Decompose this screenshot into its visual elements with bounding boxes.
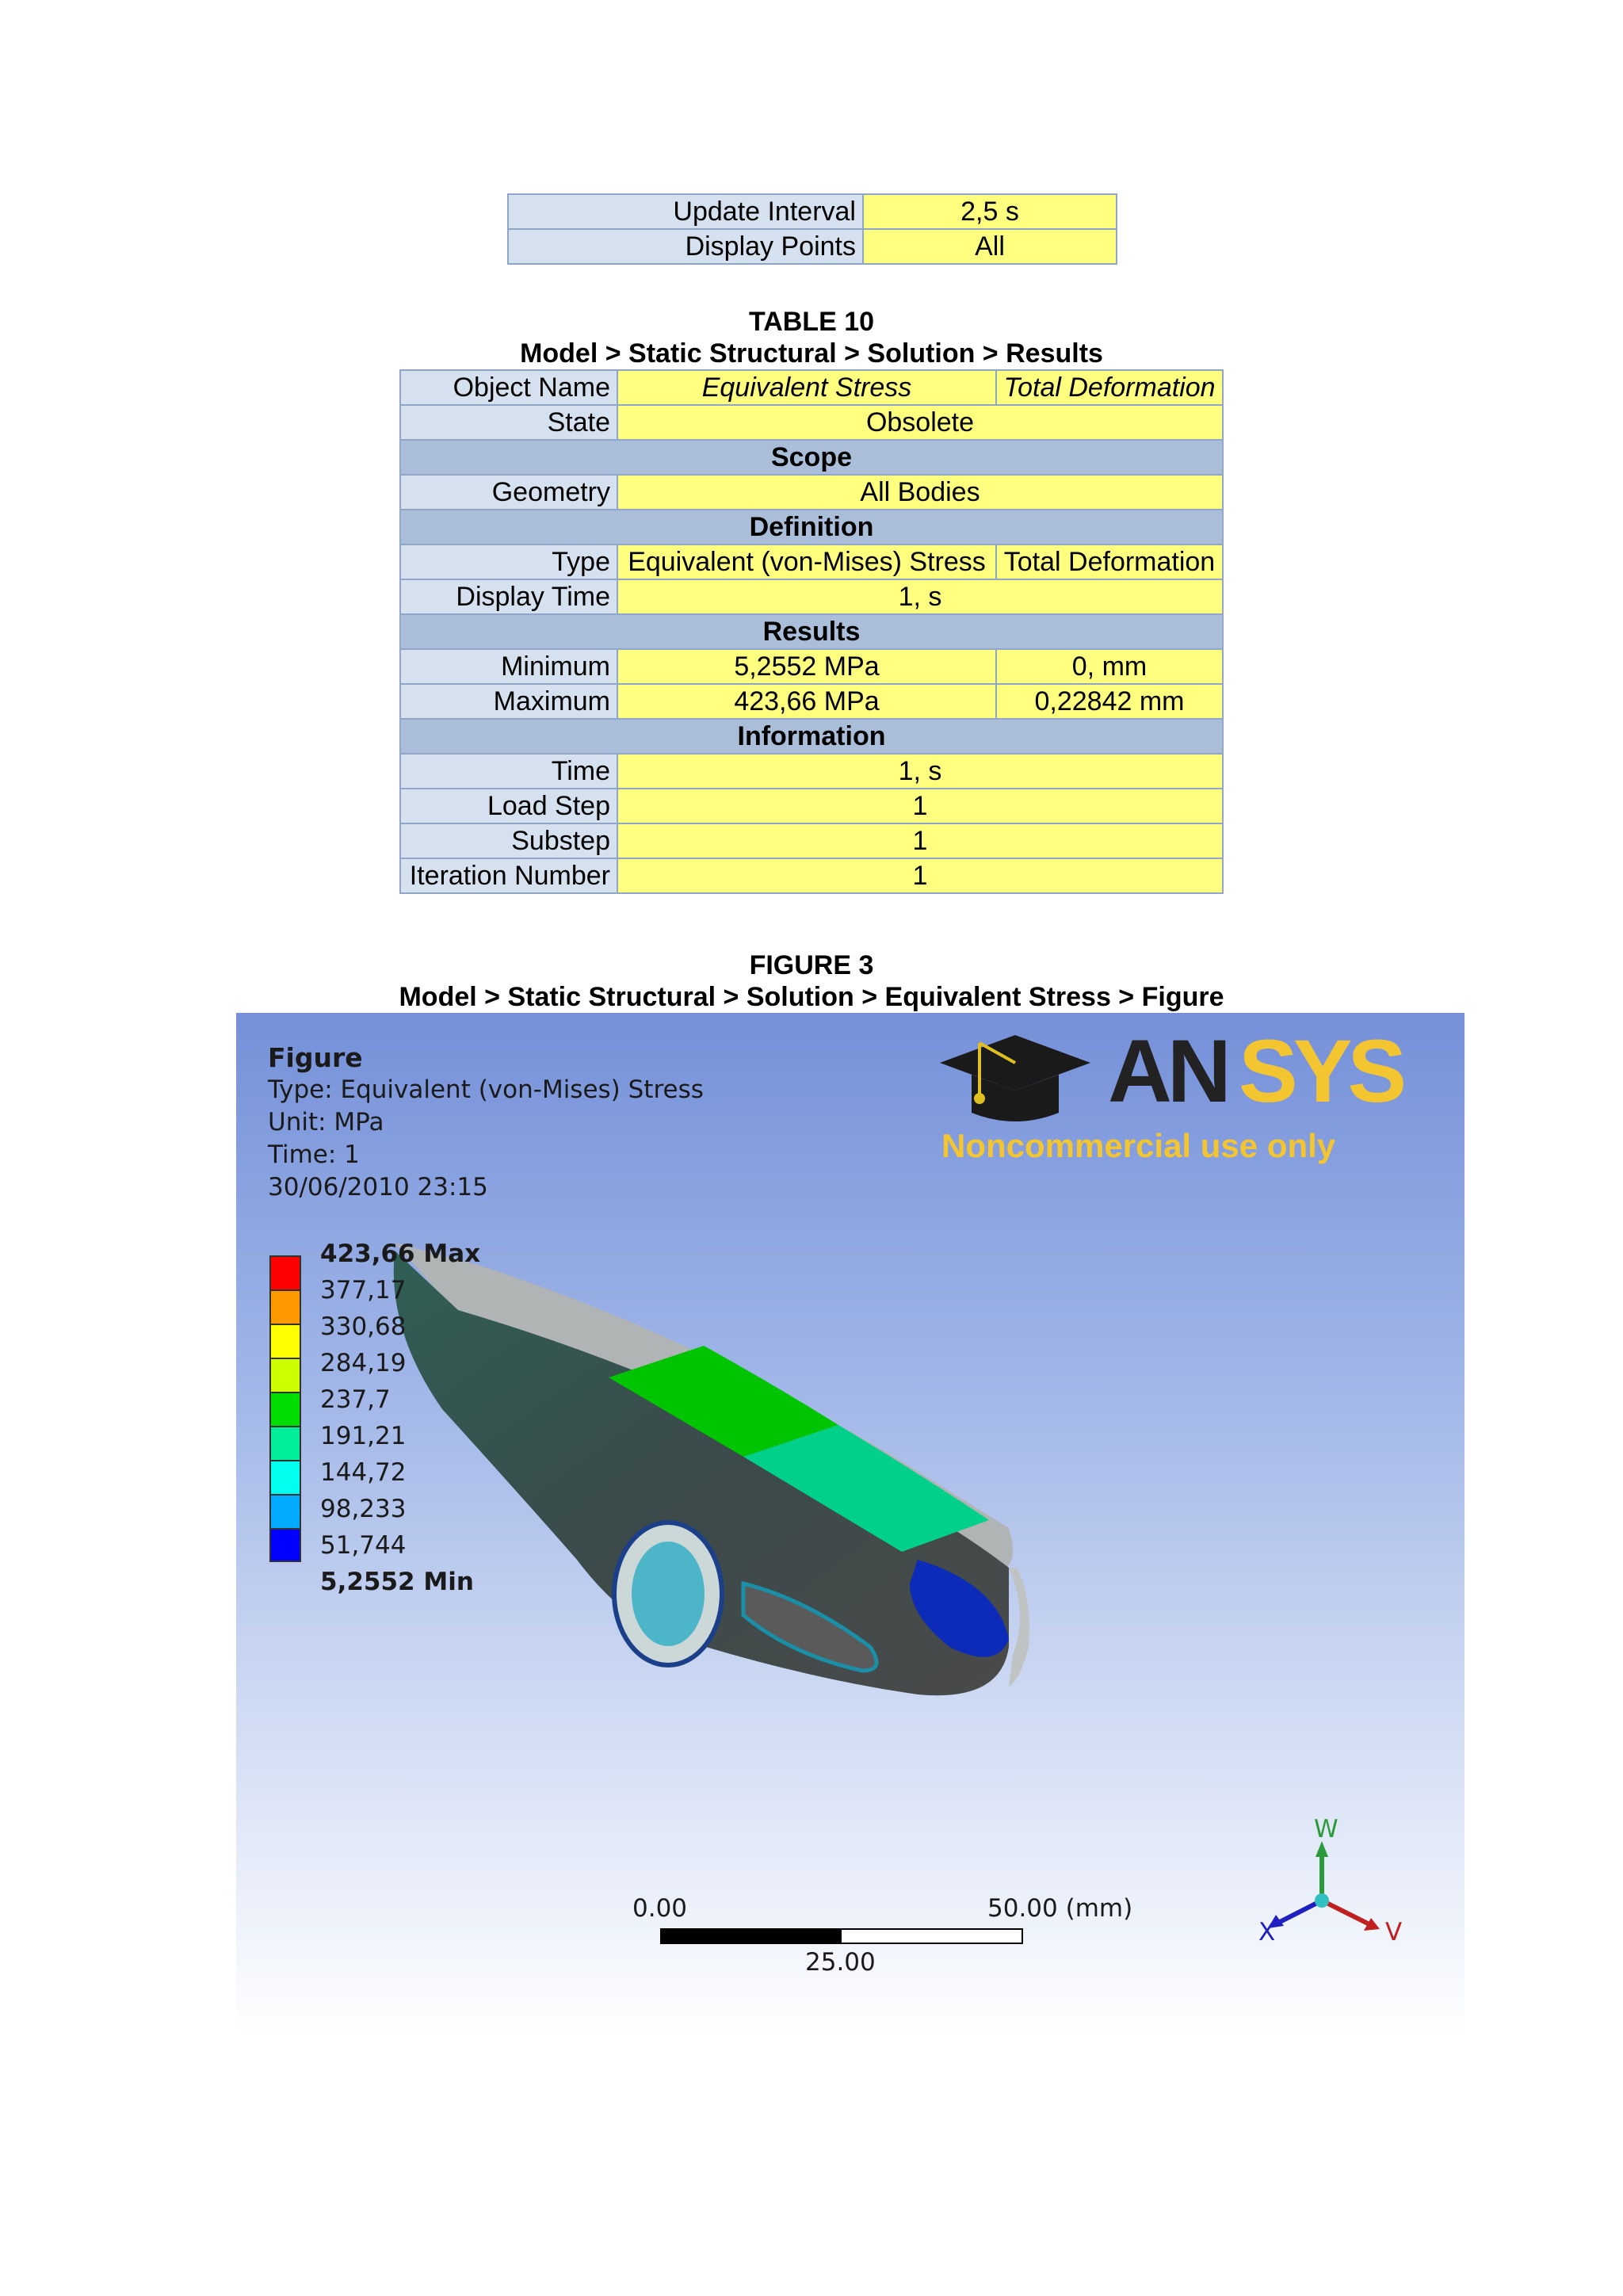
type-col1: Equivalent (von-Mises) Stress	[617, 544, 996, 579]
legend-swatch	[269, 1358, 301, 1392]
ansys-logo-sys: SYS	[1239, 1022, 1403, 1121]
legend-label: 51,744	[320, 1531, 407, 1560]
scale-bar-fill	[662, 1930, 842, 1943]
object-name-col1: Equivalent Stress	[617, 370, 996, 405]
results-table	[399, 369, 1224, 894]
legend-label: 423,66 Max	[320, 1240, 481, 1268]
maximum-label: Maximum	[400, 684, 617, 719]
legend-swatch	[269, 1494, 301, 1528]
stress-legend	[269, 1255, 301, 1562]
display-time-value: 1, s	[617, 579, 1223, 614]
legend-swatch	[269, 1289, 301, 1324]
scale-right-label: 50.00 (mm)	[987, 1894, 1133, 1923]
geometry-label: Geometry	[400, 475, 617, 510]
state-value: Obsolete	[617, 405, 1223, 440]
table10-title: TABLE 10	[748, 307, 875, 337]
substep-value: 1	[617, 823, 1223, 858]
object-name-label: Object Name	[400, 370, 617, 405]
substep-label: Substep	[400, 823, 617, 858]
legend-label: 237,7	[320, 1385, 391, 1414]
legend-label: 284,19	[320, 1349, 407, 1377]
legend-swatch	[269, 1324, 301, 1358]
update-interval-label: Update Interval	[508, 194, 863, 229]
ansys-logo-an: AN	[1108, 1022, 1227, 1121]
triad-x-label: X	[1258, 1918, 1276, 1946]
legend-label: 98,233	[320, 1495, 407, 1523]
load-step-value: 1	[617, 789, 1223, 823]
figure-date: 30/06/2010 23:15	[268, 1173, 488, 1201]
legend-label: 144,72	[320, 1458, 407, 1487]
legend-label: 330,68	[320, 1312, 407, 1341]
maximum-col2: 0,22842 mm	[996, 684, 1223, 719]
legend-swatch	[269, 1426, 301, 1460]
time-label: Time	[400, 754, 617, 789]
triad-w-label: W	[1314, 1815, 1338, 1843]
legend-swatch	[269, 1528, 301, 1562]
iteration-number-label: Iteration Number	[400, 858, 617, 893]
minimum-col2: 0, mm	[996, 649, 1223, 684]
noncommercial-tagline: Noncommercial use only	[941, 1127, 1336, 1164]
legend-swatch	[269, 1392, 301, 1426]
type-label: Type	[400, 544, 617, 579]
triad-v-label: V	[1385, 1918, 1403, 1946]
minimum-label: Minimum	[400, 649, 617, 684]
scale-bar	[660, 1928, 1023, 1944]
maximum-col1: 423,66 MPa	[617, 684, 996, 719]
minimum-col1: 5,2552 MPa	[617, 649, 996, 684]
scale-left-label: 0.00	[632, 1894, 688, 1923]
scale-mid-label: 25.00	[805, 1948, 876, 1977]
figure3-title: FIGURE 3	[749, 950, 874, 980]
load-step-label: Load Step	[400, 789, 617, 823]
stress-figure	[236, 1013, 1465, 2035]
display-points-label: Display Points	[508, 229, 863, 264]
legend-label: 5,2552 Min	[320, 1568, 474, 1596]
state-label: State	[400, 405, 617, 440]
table10-path: Model > Static Structural > Solution > Results	[520, 338, 1103, 369]
display-settings-table	[507, 193, 1117, 265]
bearing-bore-inner	[632, 1541, 705, 1646]
figure-time: Time: 1	[268, 1140, 360, 1169]
figure-heading: Figure	[268, 1042, 363, 1073]
iteration-number-value: 1	[617, 858, 1223, 893]
figure-type: Type: Equivalent (von-Mises) Stress	[268, 1075, 704, 1104]
type-col2: Total Deformation	[996, 544, 1223, 579]
end-cap-face	[1009, 1568, 1029, 1687]
display-time-label: Display Time	[400, 579, 617, 614]
legend-swatch	[269, 1255, 301, 1289]
geometry-value: All Bodies	[617, 475, 1223, 510]
scope-section: Scope	[400, 440, 1223, 475]
figure-unit: Unit: MPa	[268, 1108, 384, 1137]
results-section: Results	[400, 614, 1223, 649]
definition-section: Definition	[400, 510, 1223, 544]
display-points-value: All	[863, 229, 1117, 264]
graduation-cap-icon	[932, 1019, 1098, 1130]
legend-swatch	[269, 1460, 301, 1494]
information-section: Information	[400, 719, 1223, 754]
time-value: 1, s	[617, 754, 1223, 789]
object-name-col2: Total Deformation	[996, 370, 1223, 405]
legend-label: 377,17	[320, 1276, 407, 1305]
figure3-path: Model > Static Structural > Solution > Equivalent Stress > Figure	[399, 982, 1224, 1012]
legend-label: 191,21	[320, 1422, 407, 1450]
update-interval-value: 2,5 s	[863, 194, 1117, 229]
